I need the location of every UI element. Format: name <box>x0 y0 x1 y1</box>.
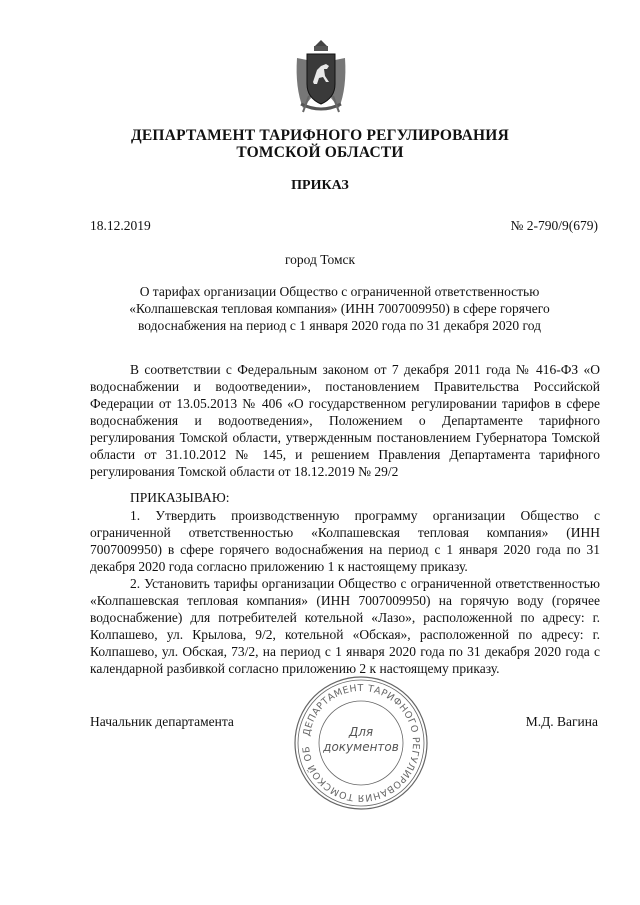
order-directive-heading: ПРИКАЗЫВАЮ: <box>130 490 230 505</box>
document-title: ПРИКАЗ <box>291 178 349 193</box>
official-seal <box>291 673 431 813</box>
city: город Томск <box>284 252 356 267</box>
coat-of-arms-icon <box>293 38 349 116</box>
department-name-line2: ТОМСКОЙ ОБЛАСТИ <box>236 144 404 161</box>
signatory-position: Начальник департамента <box>90 714 234 729</box>
order-item-2: 2. Установить тарифы организации Общество с ограниченной ответственностью «Колпашевская тепловая компания» (ИНН 7007009950) на горячую воду (горячее водоснабжение) для потребителей котельной «Лазо», расположенной по адресу: г. Колпашево, ул. Крылова, 9/2, котельной «Обская», расположенной по адресу: г. Колпашево, ул. Обская, 73/2, на период с 1 января 2020 года по 31 декабря 2020 года с календарной разбивкой согласно приложению 2 к настоящему приказу. <box>90 576 600 676</box>
svg-text:ДЕПАРТАМЕНТ ТАРИФНОГО РЕГУЛИРО: ДЕПАРТАМЕНТ ТАРИФНОГО РЕГУЛИРОВАНИЯ ТОМСКОЙ ОБ <box>301 682 422 804</box>
order-number: № 2-790/9(679) <box>510 218 598 233</box>
order-item-1: 1. Утвердить производственную программу организации Общество с ограниченной ответственностью «Колпашевская тепловая компания» (ИНН 7007009950) в сфере горячего водоснабжения на период с 1 января 2020 года по 31 декабря 2020 года согласно приложению 1 к настоящему приказу. <box>90 508 600 574</box>
legal-basis-paragraph: В соответствии с Федеральным законом от 7 декабря 2011 года № 416-ФЗ «О водоснабжении и водоотведении», постановлением Правительства Российской Федерации от 13.05.2013 № 406 «О государственном регулировании тарифов в сфере водоснабжения и водоотведения», Положением о Департаменте тарифного регулирования Томской области, утвержденным постановлением Губернатора Томской области от 31.10.2012 № 145, и решением Правления Департамента тарифного регулирования Томской области от 18.12.2019 № 29/2 <box>90 362 600 479</box>
seal-center-line2: документов <box>323 740 399 754</box>
signatory-name: М.Д. Вагина <box>525 714 598 729</box>
department-name-line1: ДЕПАРТАМЕНТ ТАРИФНОГО РЕГУЛИРОВАНИЯ <box>131 127 509 144</box>
order-subject: О тарифах организации Общество с ограниченной ответственностью «Колпашевская тепловая компания» (ИНН 7007009950) в сфере горячего водоснабжения на период с 1 января 2020 года по 31 декабря 2020 год <box>129 284 550 333</box>
order-date: 18.12.2019 <box>90 218 151 233</box>
seal-center-line1: Для <box>348 725 374 739</box>
